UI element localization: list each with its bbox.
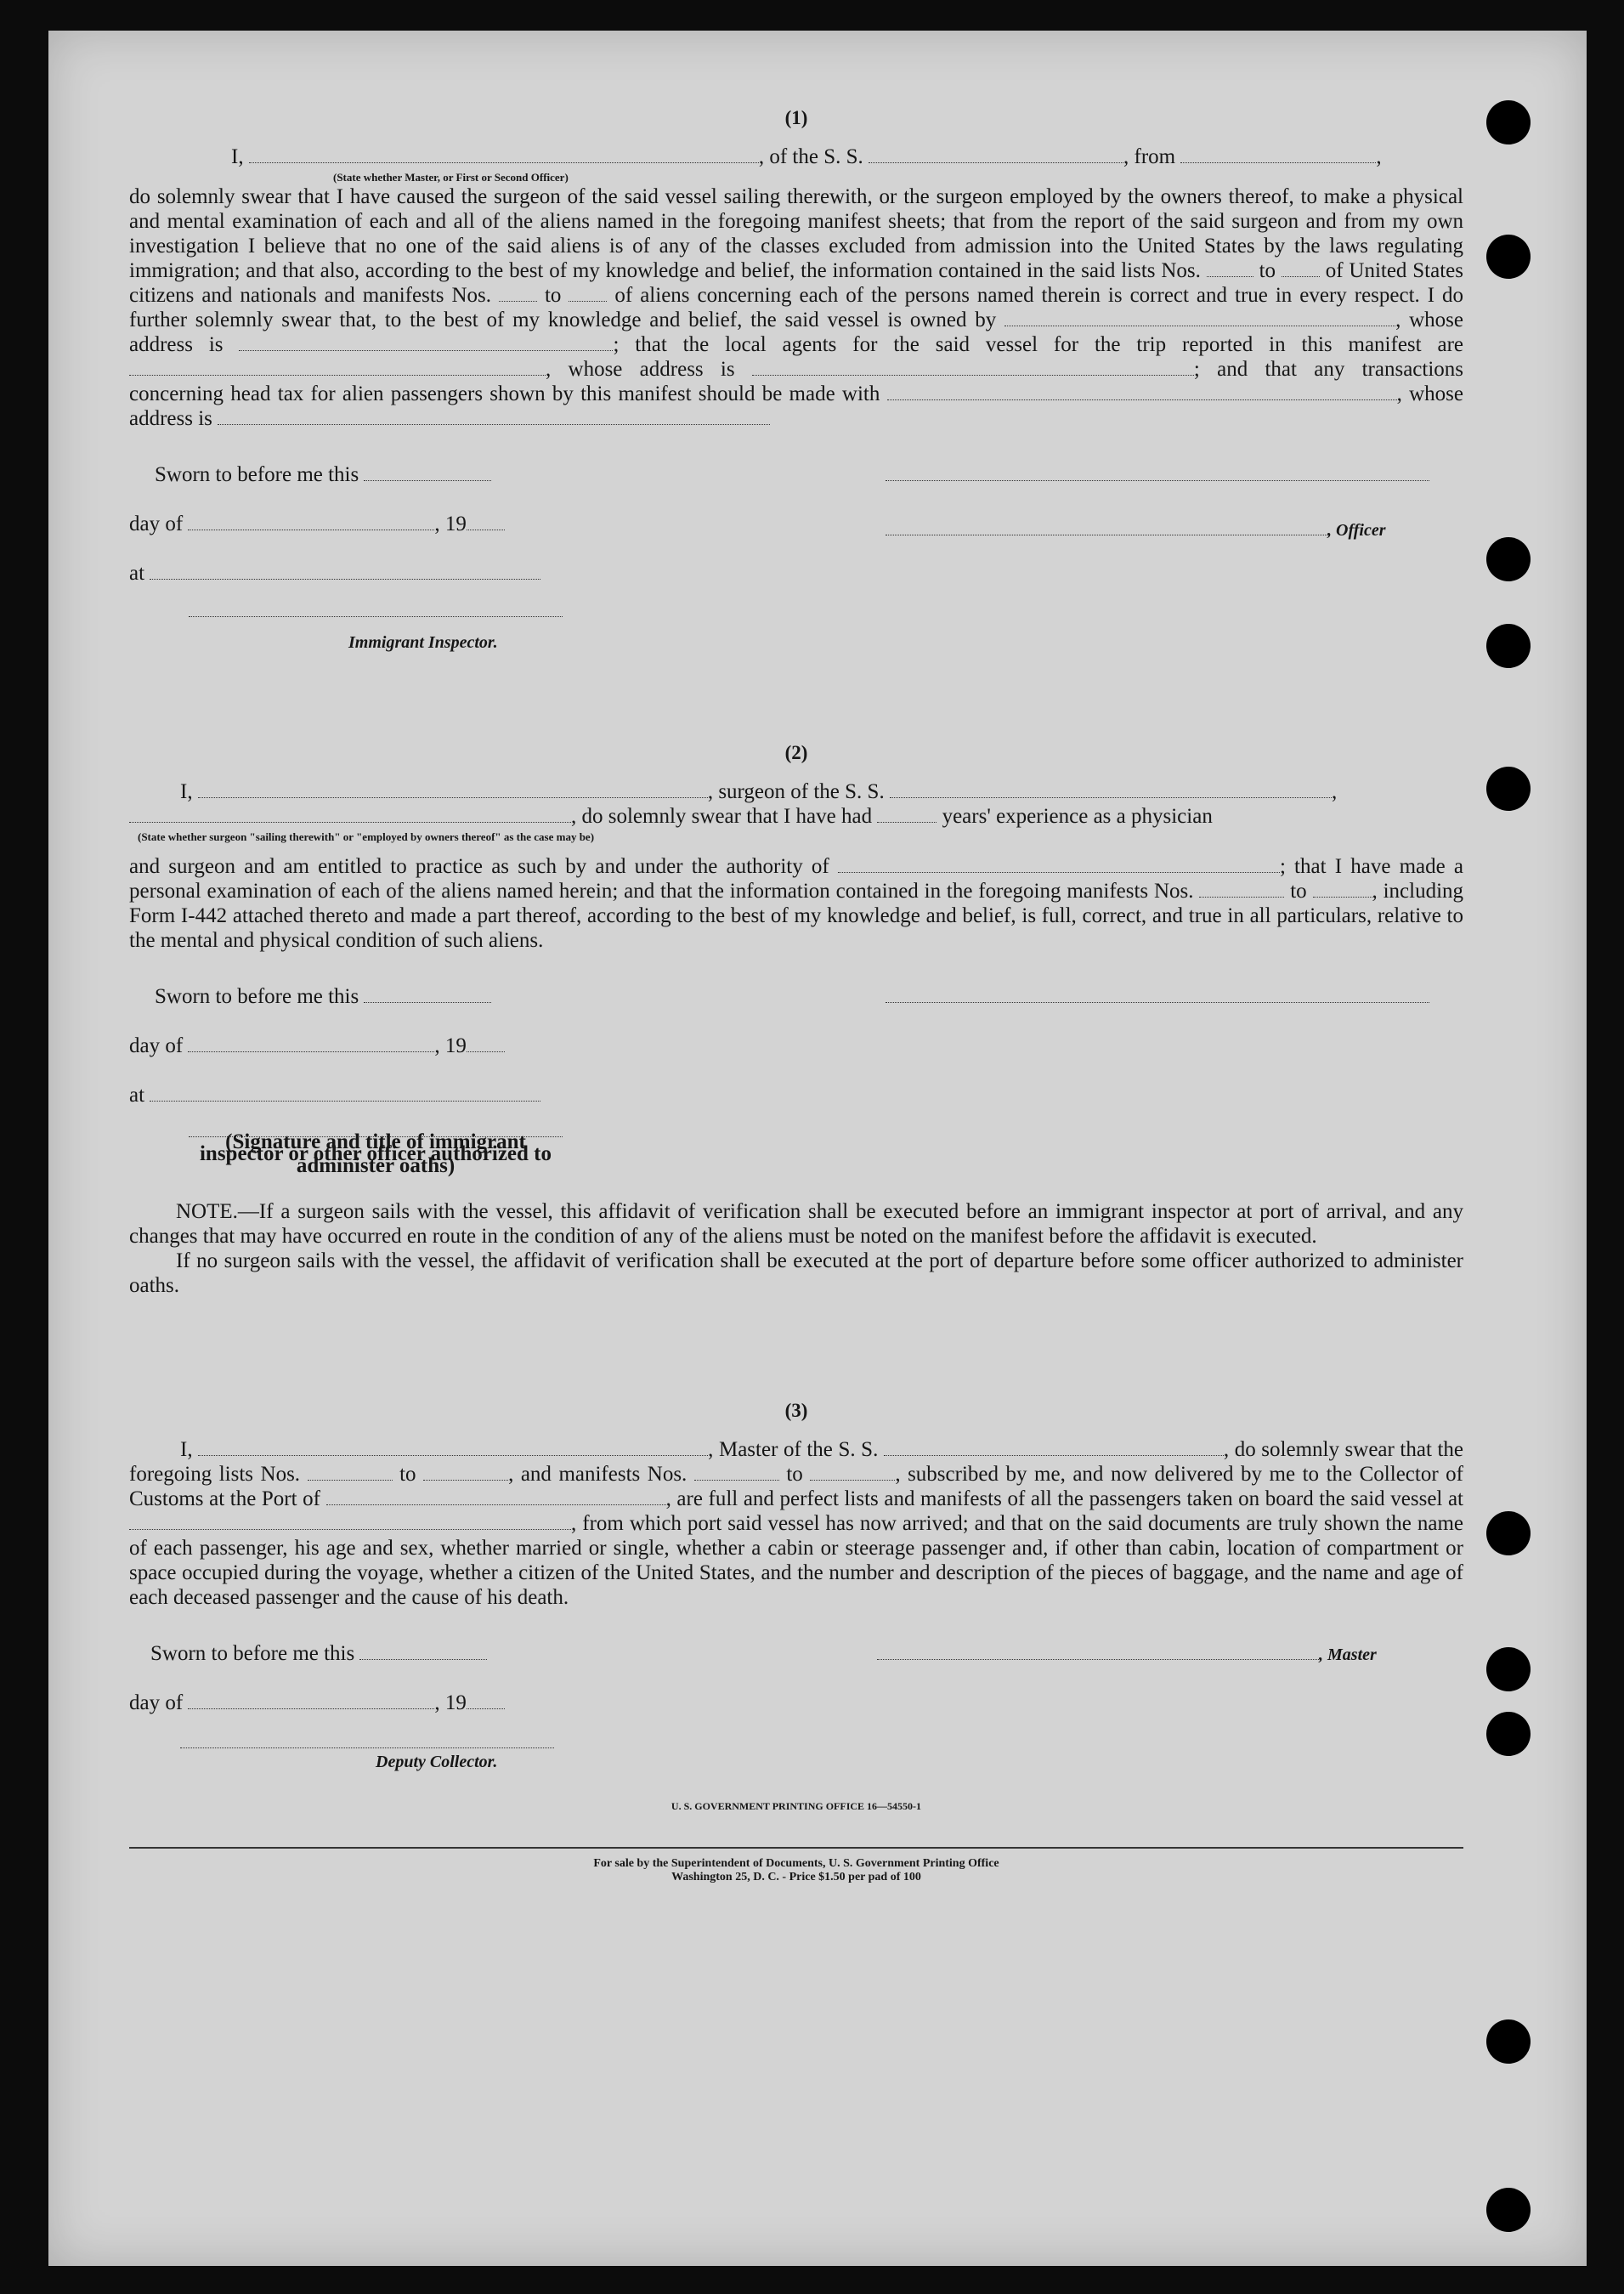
port-field[interactable] [326,1487,666,1505]
deputy-line [180,1730,554,1754]
day-of-line [129,1691,505,1715]
officer-name-field[interactable] [249,145,759,163]
binder-hole [1486,2188,1531,2232]
pronoun-label: I, [180,780,193,803]
master-signature-line [877,1642,1377,1666]
lists-from-field[interactable] [308,1463,393,1481]
vessel-name-field[interactable] [884,1438,1224,1456]
lists-from-field[interactable] [1207,259,1253,277]
place-field[interactable] [150,579,540,580]
sworn-line [155,463,491,487]
sworn-day-field[interactable] [364,480,491,481]
master-of-label: , Master of the S. S. [708,1438,879,1461]
note-paragraph: If no surgeon sails with the vessel, the affidavit of verification shall be executed at the port of departure before some officer authorized to administer oaths. [129,1249,1463,1297]
from-port-field[interactable] [1180,145,1376,163]
oath-text: , are full and perfect lists and manifests of all the passengers taken on board the said vessel at [665,1487,1464,1510]
oath-text: , including Form I-442 attached thereto and made a part thereof, according to the best of my knowledge and belief, is full, correct, and true in all particulars, relative to the mental and physical condition of such aliens. [129,880,1464,952]
sworn-label: Sworn to before me this [155,985,359,1008]
section-2-signatures [129,970,1463,1191]
local-agents-field[interactable] [129,358,546,376]
surgeon-vessel-field[interactable] [890,780,1332,798]
section-2-heading: (2) [784,742,808,763]
witness-note: (Signature and title of immigrant inspector or other officer authorized to administer oaths) [199,1130,552,1177]
of-ss-label: , of the S. S. [758,145,863,168]
manifests-to-field[interactable] [1313,880,1372,898]
from-label: , from [1123,145,1176,168]
binder-hole [1486,1511,1531,1555]
day-of-line [129,1034,505,1058]
year-prefix: , 19 [434,513,467,535]
pronoun-label: I, [180,1438,193,1461]
officer-signature-field[interactable] [886,480,1429,481]
day-of-label: day of [129,1034,184,1057]
head-tax-party-field[interactable] [887,382,1397,400]
deputy-signature-field[interactable] [180,1747,554,1748]
at-line [129,1084,540,1107]
section-3-heading: (3) [784,1400,808,1421]
year-prefix: , 19 [434,1691,467,1714]
day-of-label: day of [129,513,184,535]
oath-text: of United States citizens and nationals and manifests Nos. [129,259,1463,307]
sworn-label: Sworn to before me this [150,1642,355,1665]
binder-hole [1486,767,1531,811]
agents-address-field[interactable] [752,358,1194,376]
to-label: to [544,284,562,307]
oath-text: , subscribed by me, and now delivered by me to the Collector of Customs at the Port of [129,1463,1463,1510]
to-label: to [1290,880,1307,903]
officer-label: , Officer [1327,521,1386,540]
section-3-signatures [129,1627,1463,1797]
manifests-to-field[interactable] [810,1463,895,1481]
oath-text: ; that I have made a personal examination of each of the aliens named herein; and that the information contained in the foregoing manifests Nos. [129,855,1464,903]
binder-hole [1486,2019,1531,2064]
surgeon-status-note: (State whether surgeon "sailing therewith" or "employed by owners thereof" as the case may be) [138,830,595,843]
section-2-body [129,854,1463,953]
oath-text: do solemnly swear that I have caused the surgeon of the said vessel sailing therewith, or the surgeon employed by the owners thereof, to make a physical and mental examination of each and all of the aliens named in the foregoing manifest sheets; that from the report of the said surgeon and from my own investigation I believe that no one of the said aliens is of any of the classes excluded from admission into the United States by the laws regulating immigration; and that also, according to the best of my knowledge and belief, the information contained in the said lists Nos. [129,185,1463,282]
oath-text: ; that the local agents for the said vessel for the trip reported in this manifest are [613,333,1463,356]
punctuation: , [1331,780,1338,803]
manifests-from-field[interactable] [499,284,537,302]
officer-line-2 [886,518,1386,541]
surgeon-signature-line [886,985,1429,1009]
binder-hole [1486,100,1531,144]
section-1-signatures [129,448,1463,660]
address-label: , whose address is [129,309,1464,356]
manifests-from-field[interactable] [694,1463,779,1481]
sworn-line [150,1642,487,1666]
sworn-line [155,985,491,1009]
punctuation: , [1376,145,1382,168]
sale-notice-2: Washington 25, D. C. - Price $1.50 per pad of 100 [671,1871,921,1883]
binder-hole [1486,1647,1531,1691]
deputy-label: Deputy Collector. [376,1753,498,1771]
officer-line-1 [886,463,1429,487]
sworn-label: Sworn to before me this [155,463,359,486]
month-field[interactable] [188,1051,434,1052]
section-2-second-line [129,804,1463,829]
owner-field[interactable] [1004,309,1395,326]
year-prefix: , 19 [434,1034,467,1057]
to-label: to [1259,259,1276,282]
oath-text: of aliens concerning each of the persons named therein is correct and true in every respect. I do further solemnly swear that, to the best of my knowledge and belief, the said vessel is owned by [129,284,1464,331]
year-field[interactable] [467,1051,505,1052]
at-label: at [129,1084,145,1107]
at-label: at [129,562,145,585]
master-name-field[interactable] [198,1438,708,1456]
section-1-heading: (1) [784,107,808,128]
inspector-line [189,599,563,623]
year-field[interactable] [467,1708,505,1709]
manifests-to-field[interactable] [569,284,607,302]
officer-rank-note: (State whether Master, or First or Second Officer) [333,171,569,184]
surgeon-status-field[interactable] [129,805,571,823]
years-field[interactable] [877,805,936,823]
binder-hole [1486,624,1531,668]
binder-hole [1486,235,1531,279]
form-page [48,31,1587,2266]
lists-to-field[interactable] [1282,259,1320,277]
note-paragraph: NOTE.—If a surgeon sails with the vessel, this affidavit of verification shall be executed before an immigrant inspector at port of arrival, and any changes that may have occurred en route in the condition of any of the aliens must be noted on the manifest before the affidavit is executed. [129,1200,1463,1248]
oath-text: ; and that any transactions concerning head tax for alien passengers shown by this manifest should be made with [129,358,1464,405]
binder-hole [1486,1712,1531,1756]
inspector-label: Immigrant Inspector. [348,633,498,652]
section-1-body [129,184,1463,431]
section-2-first-line [180,779,1463,804]
section-1-first-line [231,144,1463,169]
month-field[interactable] [188,1708,434,1709]
place-field[interactable] [150,1101,540,1102]
section-3-body [129,1437,1463,1610]
pronoun-label: I, [231,145,244,168]
authority-field[interactable] [838,855,1280,873]
oath-text: , and manifests Nos. [508,1463,688,1486]
master-label: , Master [1319,1645,1377,1664]
lists-to-field[interactable] [423,1463,508,1481]
form-content [129,107,1463,1884]
address-label: , whose address is [129,382,1464,430]
surgeon-name-field[interactable] [198,780,708,798]
owner-address-field[interactable] [239,333,613,351]
day-of-label: day of [129,1691,184,1714]
surgeon-signature-field[interactable] [886,1002,1429,1003]
sworn-day-field[interactable] [359,1659,487,1660]
gpo-imprint: U. S. GOVERNMENT PRINTING OFFICE 16—54550-1 [671,1800,922,1812]
day-of-line [129,513,505,536]
oath-text: , do solemnly swear that I have had [571,805,873,828]
surgeon-of-label: , surgeon of the S. S. [707,780,885,803]
oath-text: years' experience as a physician [942,805,1213,828]
footer-rule [129,1847,1463,1849]
oath-text: , do solemnly [1223,1438,1339,1461]
oath-text: , from which port said vessel has now arrived; and that on the said documents are truly shown the name of each passenger, his age and sex, whether married or single, whether a cabin or steerage passenger and, if other than cabin, location of compartment or space occupied during the voyage, whether a citizen of the United States, and the number and description of the pieces of baggage, and the name and age of each deceased passenger and the cause of his death. [129,1512,1463,1609]
sworn-day-field[interactable] [364,1002,491,1003]
vessel-name-field[interactable] [869,145,1123,163]
address-label: , whose address is [546,358,735,381]
embark-port-field[interactable] [129,1512,571,1530]
binder-hole [1486,537,1531,581]
master-signature-field[interactable] [877,1659,1319,1660]
to-label: to [786,1463,803,1486]
oath-text: and surgeon and am entitled to practice as such by and under the authority of [129,855,829,878]
sale-notice-1: For sale by the Superintendent of Documents, U. S. Government Printing Office [593,1857,999,1870]
manifests-from-field[interactable] [1199,880,1284,898]
to-label: to [399,1463,416,1486]
oath-text: swear that the foregoing lists Nos. [129,1438,1464,1486]
inspector-signature-field[interactable] [189,616,563,617]
at-line [129,562,540,586]
head-tax-address-field[interactable] [218,407,770,425]
